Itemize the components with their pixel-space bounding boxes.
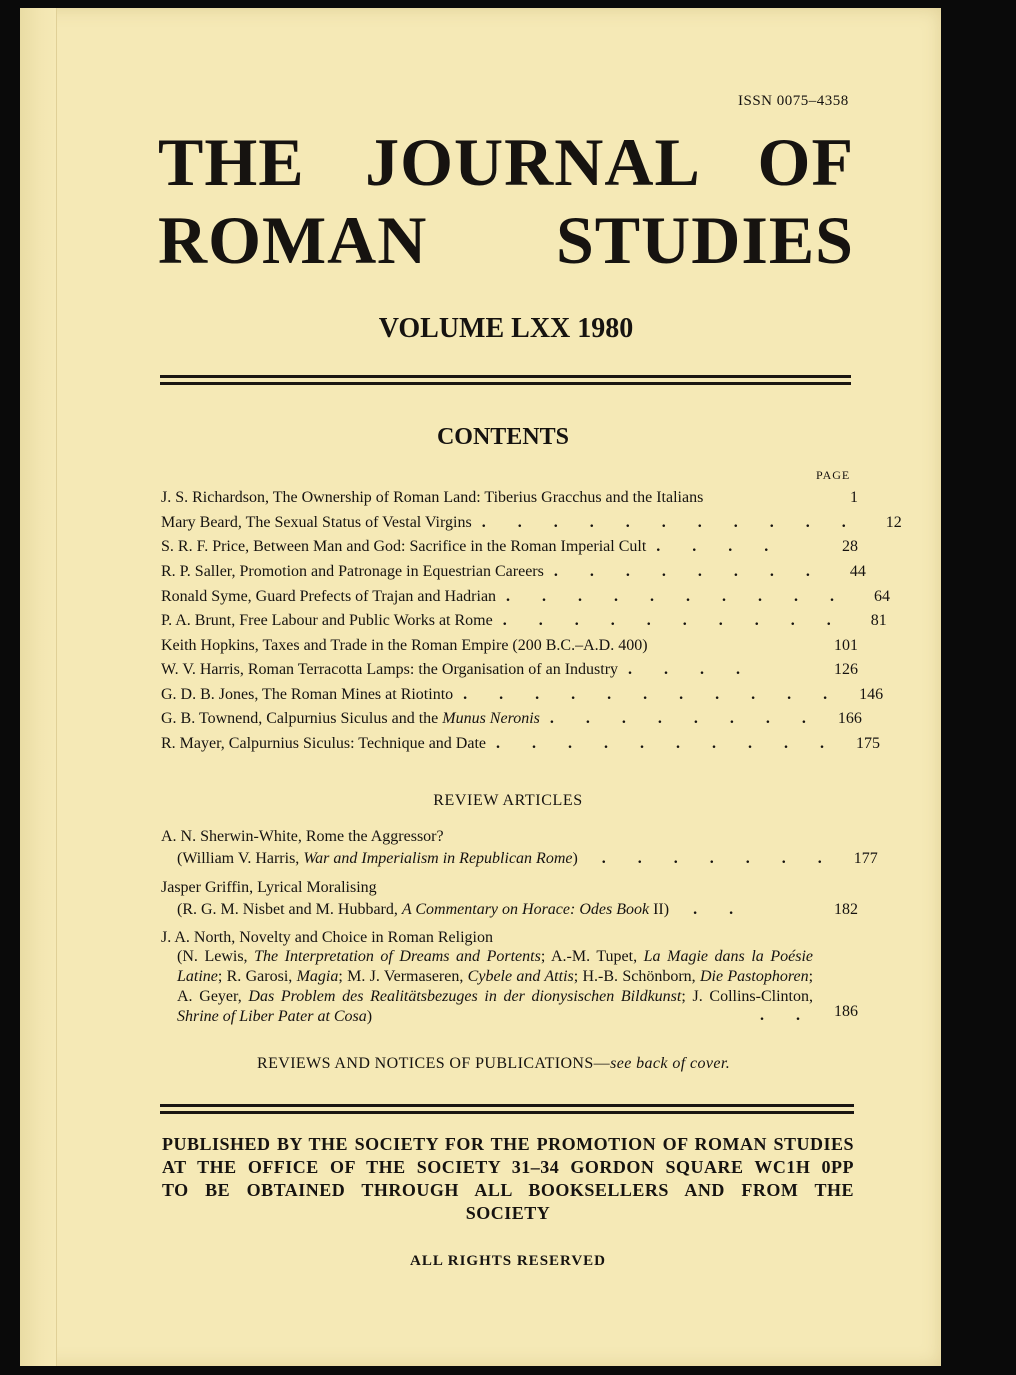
article-page: 146	[859, 686, 884, 703]
article-title: W. V. Harris, Roman Terracotta Lamps: the Organisation of an Industry	[161, 661, 619, 678]
cover-spine-edge	[20, 8, 57, 1366]
contents-heading: CONTENTS	[436, 424, 570, 450]
rights-notice: ALL RIGHTS RESERVED	[409, 1253, 607, 1269]
review-book-list: (N. Lewis, The Interpretation of Dreams and Portents; A.-M. Tupet, La Magie dans la Poésie Latine; R. Garosi, Magia; M. J. Vermaseren, Cybele and Attis; H.-B. Schönborn, Die Pastophoren; A. Geyer, Das Problem des Realitätsbezuges in der dionysischen Bildkunst; J. Collins-Clinton, Shrine of Liber Pater at Cosa)	[177, 948, 814, 1025]
article-page: 175	[856, 735, 880, 752]
leader-dots: . . . .	[628, 661, 755, 678]
article-row	[161, 561, 866, 585]
journal-title-line-2: ROMAN STUDIES	[158, 202, 854, 278]
leader-dots	[703, 487, 816, 511]
review-page: 177	[853, 850, 878, 867]
review-subline: (R. G. M. Nisbet and M. Hubbard, A Commentary on Horace: Odes Book II) . . 182	[161, 899, 858, 921]
article-page: 166	[837, 710, 862, 727]
article-title: J. S. Richardson, The Ownership of Roman Land: Tiberius Gracchus and the Italians	[161, 489, 704, 506]
reviews-notice: REVIEWS AND NOTICES OF PUBLICATIONS—see back of cover.	[257, 1055, 731, 1072]
article-title: R. Mayer, Calpurnius Siculus: Technique and Date	[161, 735, 486, 752]
article-page: 64	[874, 588, 891, 605]
review-subline: (William V. Harris, War and Imperialism in Republican Rome) . . . . . . . 177	[161, 848, 858, 870]
article-title-plain: G. B. Townend, Calpurnius Siculus and the	[161, 710, 443, 727]
issn-number: ISSN 0075–4358	[738, 93, 849, 109]
publisher-line: AT THE OFFICE OF THE SOCIETY 31–34 GORDON SQUARE WC1H 0PP	[162, 1157, 854, 1177]
article-row	[161, 635, 858, 659]
review-title: A. N. Sherwin-White, Rome the Aggressor?	[161, 828, 444, 845]
review-articles-heading: REVIEW ARTICLES	[433, 792, 583, 809]
publisher-block	[162, 1133, 854, 1225]
page-column-heading: PAGE	[816, 468, 851, 482]
article-row	[161, 487, 858, 511]
article-title: Keith Hopkins, Taxes and Trade in the Roman Empire (200 B.C.–A.D. 400)	[161, 637, 648, 654]
article-row	[161, 610, 887, 634]
double-rule-bottom	[160, 1104, 854, 1114]
article-title: Ronald Syme, Guard Prefects of Trajan and Hadrian	[161, 588, 497, 605]
leader-dots: . .	[693, 901, 748, 918]
review-page: 182	[834, 901, 858, 918]
leader-dots: . . . . . . . . . . .	[463, 686, 842, 703]
leader-dots	[648, 635, 816, 659]
review-page: 186	[834, 1003, 858, 1020]
journal-title-line-1: THE JOURNAL OF	[158, 124, 854, 200]
article-page: 126	[834, 661, 858, 678]
article-page: 1	[850, 489, 858, 506]
leader-dots: . . . . . . . . . .	[506, 588, 849, 605]
volume-label: VOLUME LXX 1980	[378, 313, 634, 344]
leader-dots: . . . . . . .	[601, 850, 836, 867]
article-row	[161, 684, 884, 708]
article-title-italic: Munus Neronis	[442, 710, 540, 727]
publisher-line: SOCIETY	[465, 1203, 551, 1223]
article-title: R. P. Saller, Promotion and Patronage in Equestrian Careers	[161, 563, 544, 580]
leader-dots: . . . .	[656, 538, 783, 555]
leader-dots: . . . . . . . . . . .	[481, 514, 860, 531]
leader-dots: . . . . . . . . . .	[502, 612, 845, 629]
article-page: 44	[849, 563, 866, 580]
leader-dots: . . . . . . . .	[553, 563, 824, 580]
publisher-line: PUBLISHED BY THE SOCIETY FOR THE PROMOTION OF ROMAN STUDIES	[162, 1134, 854, 1154]
article-page: 81	[870, 612, 887, 629]
article-row	[161, 708, 862, 732]
review-book-title: A Commentary on Horace: Odes Book	[401, 901, 650, 918]
review-article-2	[161, 877, 858, 921]
article-title: Mary Beard, The Sexual Status of Vestal Virgins	[161, 514, 472, 531]
article-title: S. R. F. Price, Between Man and God: Sacrifice in the Roman Imperial Cult	[161, 538, 647, 555]
leader-dots: . . . . . . . .	[549, 710, 820, 727]
article-row	[161, 512, 902, 536]
article-title: P. A. Brunt, Free Labour and Public Works at Rome	[161, 612, 493, 629]
article-title: G. D. B. Jones, The Roman Mines at Riotinto	[161, 686, 454, 703]
leader-dots: . . . . . . . . . .	[496, 735, 838, 752]
article-page: 101	[834, 637, 858, 654]
article-page: 28	[842, 538, 858, 555]
review-book-title: War and Imperialism in Republican Rome	[303, 850, 573, 867]
publisher-line: TO BE OBTAINED THROUGH ALL BOOKSELLERS AND FROM THE	[162, 1180, 854, 1200]
review-article-3	[161, 927, 858, 949]
review-title: Jasper Griffin, Lyrical Moralising	[161, 879, 377, 896]
article-row	[161, 659, 858, 683]
leader-dots: . .	[760, 1007, 814, 1024]
review-article-1	[161, 826, 878, 870]
article-row	[161, 733, 880, 757]
article-title	[161, 708, 540, 732]
article-row	[161, 586, 891, 610]
article-row	[161, 536, 858, 560]
article-page: 12	[885, 514, 902, 531]
review-title: J. A. North, Novelty and Choice in Roman Religion	[161, 929, 493, 946]
double-rule-top	[160, 375, 851, 385]
